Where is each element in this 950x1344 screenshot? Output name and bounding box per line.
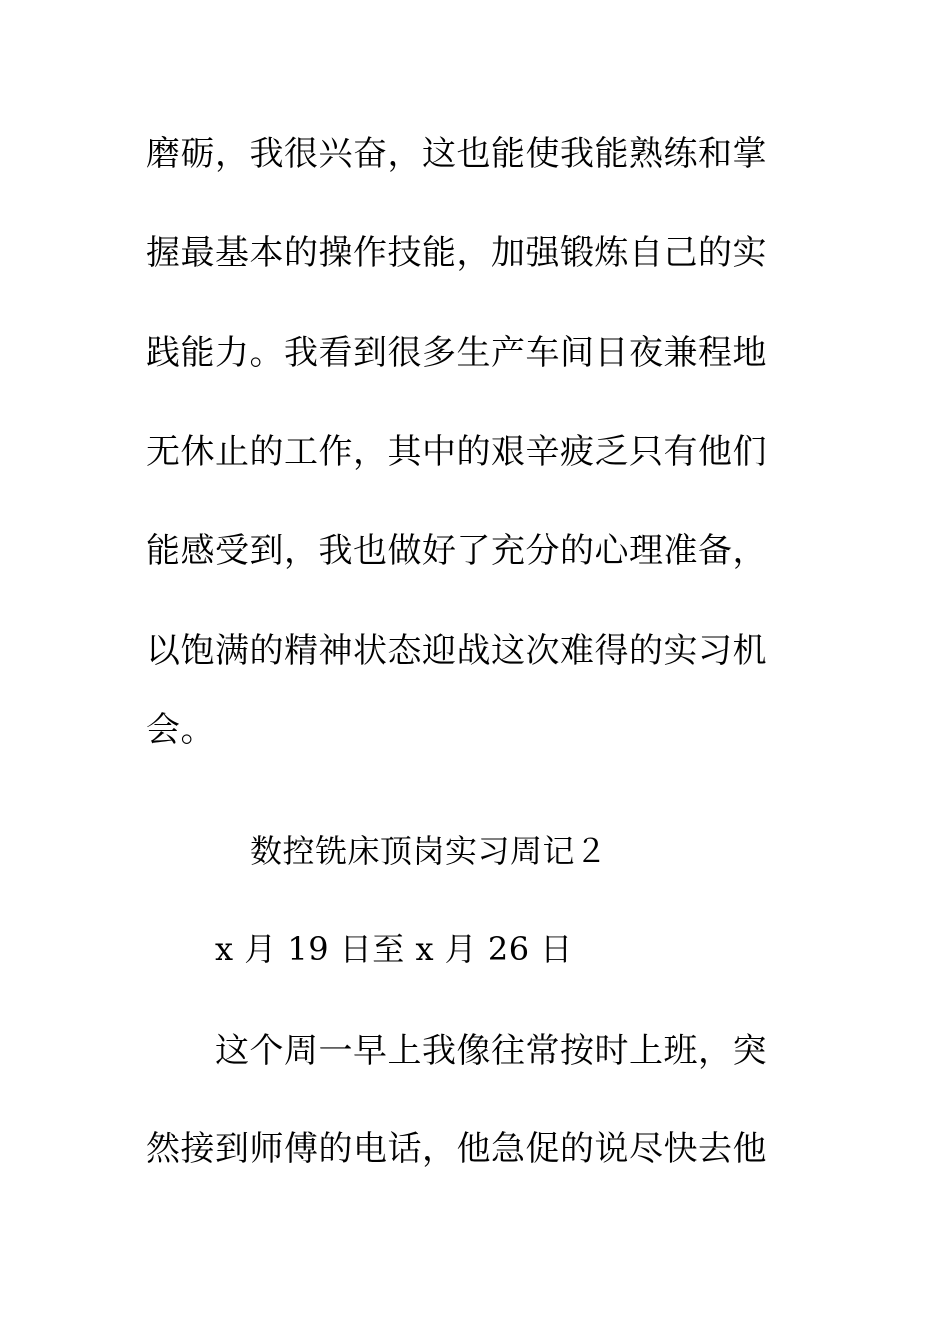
body-text-line: 以饱满的精神状态迎战这次难得的实习机: [146, 631, 767, 671]
body-text-line: 磨砺，我很兴奋，这也能使我能熟练和掌: [146, 134, 767, 174]
body-text-line: 会。: [146, 710, 215, 750]
body-text-line: 能感受到，我也做好了充分的心理准备，: [146, 531, 767, 571]
section-title: 数控铣床顶岗实习周记２: [250, 832, 608, 870]
body-text-line: 无休止的工作，其中的艰辛疲乏只有他们: [146, 432, 767, 472]
body-text-line: 握最基本的操作技能，加强锻炼自己的实: [146, 233, 767, 273]
body-text-line: 然接到师傅的电话，他急促的说尽快去他: [146, 1129, 767, 1169]
body-text-line: 践能力。我看到很多生产车间日夜兼程地: [146, 333, 767, 373]
date-range: x 月 19 日至 x 月 26 日: [215, 930, 573, 968]
body-text-line: 这个周一早上我像往常按时上班，突: [215, 1031, 767, 1071]
